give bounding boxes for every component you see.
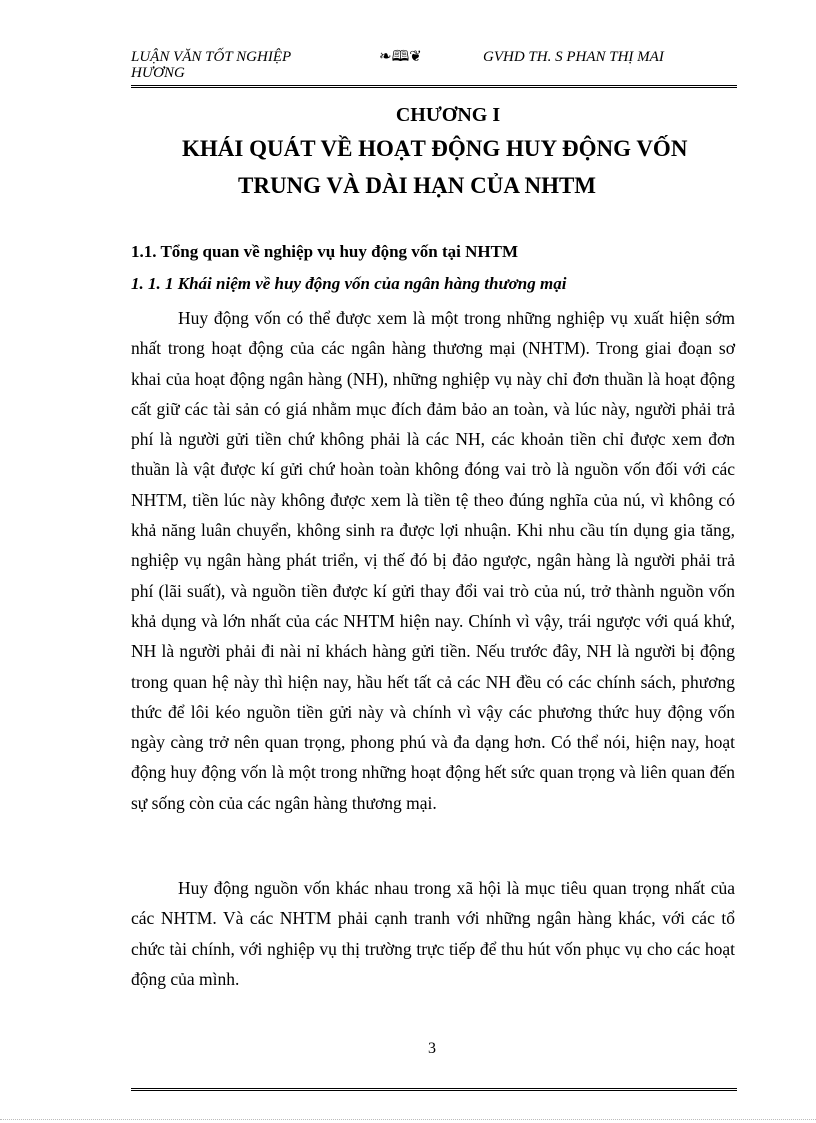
- chapter-number: CHƯƠNG I: [395, 104, 501, 126]
- header-ornament-icon: ❧🕮❦: [379, 49, 422, 65]
- subsection-heading: 1. 1. 1 Khái niệm về huy động vốn của ngân hàng thương mại: [131, 274, 567, 293]
- page-header: [131, 48, 737, 86]
- body-paragraph: Huy động nguồn vốn khác nhau trong xã hội là mục tiêu quan trọng nhất của các NHTM. Và các NHTM phải cạnh tranh với những ngân hàng khác, với các tổ chức tài chính, với nghiệp vụ thị trường trực tiếp để thu hút vốn phục vụ cho các hoạt động của mình.: [131, 878, 735, 989]
- page-number: 3: [428, 1040, 436, 1057]
- header-left-text: LUẬN VĂN TỐT NGHIỆP HƯƠNG: [131, 49, 291, 81]
- section-heading: 1.1. Tổng quan về nghiệp vụ huy động vốn tại NHTM: [131, 242, 519, 261]
- header-divider: [131, 85, 737, 88]
- page-edge-divider: [0, 1119, 816, 1120]
- header-right-text: GVHD TH. S PHAN THỊ MAI: [483, 49, 664, 65]
- chapter-title-line2: TRUNG VÀ DÀI HẠN CỦA NHTM: [238, 173, 597, 198]
- footer-divider: [131, 1088, 737, 1091]
- body-paragraph: Huy động vốn có thể được xem là một trong những nghiệp vụ xuất hiện sớm nhất trong hoạt động của các ngân hàng thương mại (NHTM). Trong giai đoạn sơ khai của hoạt động ngân hàng (NH), những nghiệp vụ này chỉ đơn thuần là hoạt động cất giữ các tài sản có giá nhằm mục đích đảm bảo an toàn, và lúc này, người phải trả phí là người gửi tiền chứ không phải là các NH, các khoản tiền chỉ được xem đơn thuần là vật được kí gửi chứ hoàn toàn không đóng vai trò là nguồn vốn đối với các NHTM, tiền lúc này không được xem là tiền tệ theo đúng nghĩa của nú, vì không có khả năng luân chuyển, không sinh ra được lợi nhuận. Khi nhu cầu tín dụng gia tăng, nghiệp vụ ngân hàng phát triển, vị thế đó bị đảo ngược, ngân hàng là người phải trả phí (lãi suất), và nguồn tiền được kí gửi thay đổi vai trò của nú, trở thành nguồn vốn khả dụng và lớn nhất của các NHTM hiện nay. Chính vì vậy, trái ngược với quá khứ, NH là người phải đi nài nỉ khách hàng gửi tiền. Nếu trước đây, NH là người bị động trong quan hệ này thì hiện nay, hầu hết tất cả các NH đều có các chính sách, phương thức để lôi kéo nguồn tiền gửi này và chính vì vậy các phương thức huy động vốn ngày càng trở nên quan trọng, phong phú và đa dạng hơn. Có thể nói, hiện nay, hoạt động huy động vốn là một trong những hoạt động hết sức quan trọng và liên quan đến sự sống còn của các ngân hàng thương mại.: [131, 308, 735, 813]
- chapter-title-line1: KHÁI QUÁT VỀ HOẠT ĐỘNG HUY ĐỘNG VỐN: [182, 136, 688, 161]
